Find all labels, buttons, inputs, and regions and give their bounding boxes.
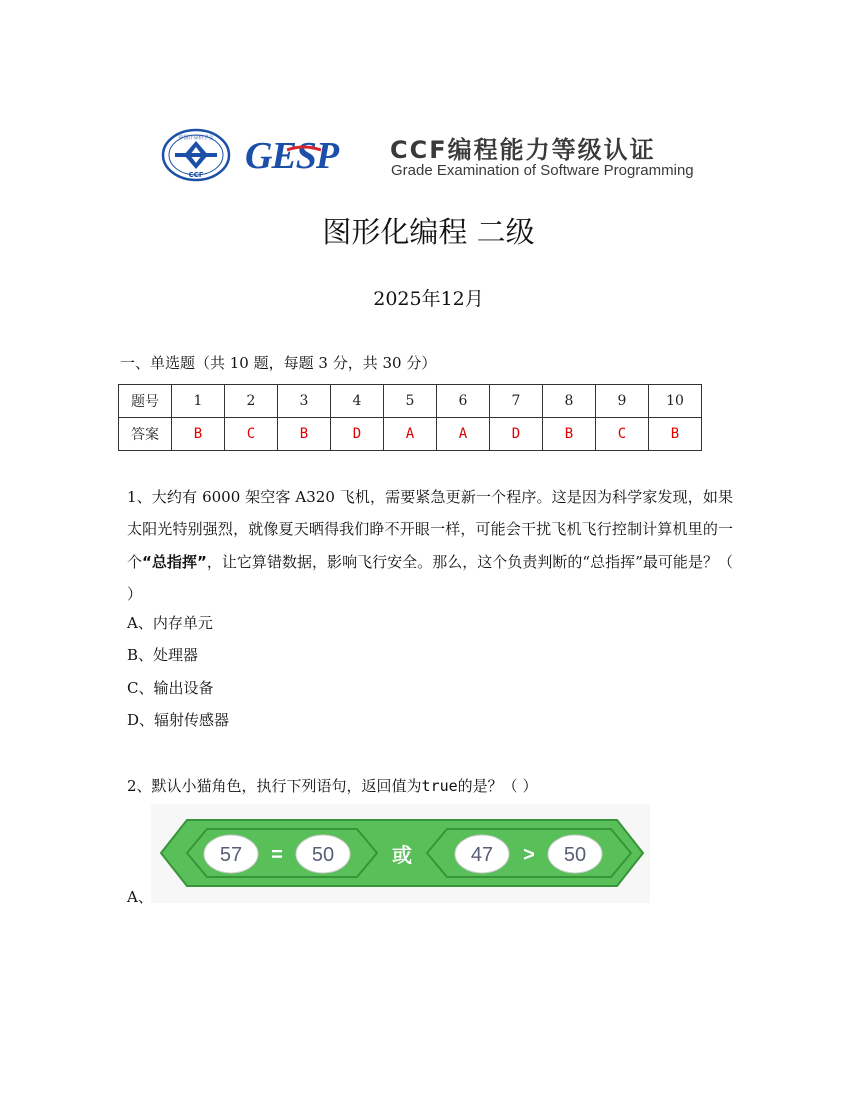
question-1-text-bold: “总指挥” [142,552,207,571]
header-title-en: Grade Examination of Software Programming [391,162,694,179]
answer-table [118,384,702,451]
question-2-code: true [421,777,458,795]
number-cell: 4 [331,385,384,418]
number-cell: 3 [278,385,331,418]
document-title: 图形化编程 二级 [322,215,535,249]
ccf-seal-logo [161,128,231,182]
number-cell: 5 [384,385,437,418]
answer-cell: D [331,418,384,451]
answer-cell: C [225,418,278,451]
table-row-answers [119,418,702,451]
number-cell: 1 [172,385,225,418]
section-heading: 一、单选题（共 10 题，每题 3 分，共 30 分） [120,354,437,372]
table-row-numbers [119,385,702,418]
join-operator: 或 [392,843,412,867]
number-cell: 9 [596,385,649,418]
left-operator: = [271,844,283,866]
number-cell: 10 [649,385,702,418]
seal-text-top: 中国计算机学会 [178,135,214,141]
number-cell: 8 [543,385,596,418]
question-1-option-b: B、处理器 [127,646,199,664]
question-2-option-a-label: A、 [127,888,153,906]
number-cell: 6 [437,385,490,418]
answer-cell: D [490,418,543,451]
answer-cell: A [384,418,437,451]
gesp-logo [243,130,371,178]
answer-cell: A [437,418,490,451]
right-operand-a: 47 [470,844,494,866]
scratch-or-block [151,804,650,903]
question-1-option-c: C、输出设备 [127,679,214,697]
question-1-option-a: A、内存单元 [127,614,213,632]
question-1-option-d: D、辐射传感器 [127,711,230,729]
answer-cell: B [278,418,331,451]
answer-cell: B [172,418,225,451]
answer-cell: C [596,418,649,451]
left-operand-a: 57 [219,844,243,866]
answer-cell: B [649,418,702,451]
question-2-text-before: 2、默认小猫角色，执行下列语句，返回值为 [127,777,422,795]
row-label-number: 题号 [119,385,172,418]
left-operand-b: 50 [311,844,335,866]
header-title-cn: CCF编程能力等级认证 [390,136,656,164]
question-2-text [127,775,537,796]
row-label-answer: 答案 [119,418,172,451]
seal-text-bottom: CCF [188,171,204,179]
number-cell: 2 [225,385,278,418]
question-1-text-after: ，让它算错数据，影响飞行安全。那么，这个负责判断的“总指挥”最可能是？（ ） [127,552,733,604]
question-1-text [127,481,733,611]
number-cell: 7 [490,385,543,418]
document-date: 2025年12月 [373,288,484,310]
question-2-text-after: 的是？（ ） [457,777,538,795]
answer-cell: B [543,418,596,451]
question-1-text-before: 1、大约有 6000 架空客 A320 飞机，需要紧急更新一个程序。这是因为科学家发现，如果太阳光特别强烈，就像夏天晒得我们睁不开眼一样，可能会干扰飞机飞行控制计算机里的一个 [127,488,733,571]
right-operator: > [523,844,535,866]
gesp-logo-text: GESP [245,135,339,177]
right-operand-b: 50 [563,844,587,866]
